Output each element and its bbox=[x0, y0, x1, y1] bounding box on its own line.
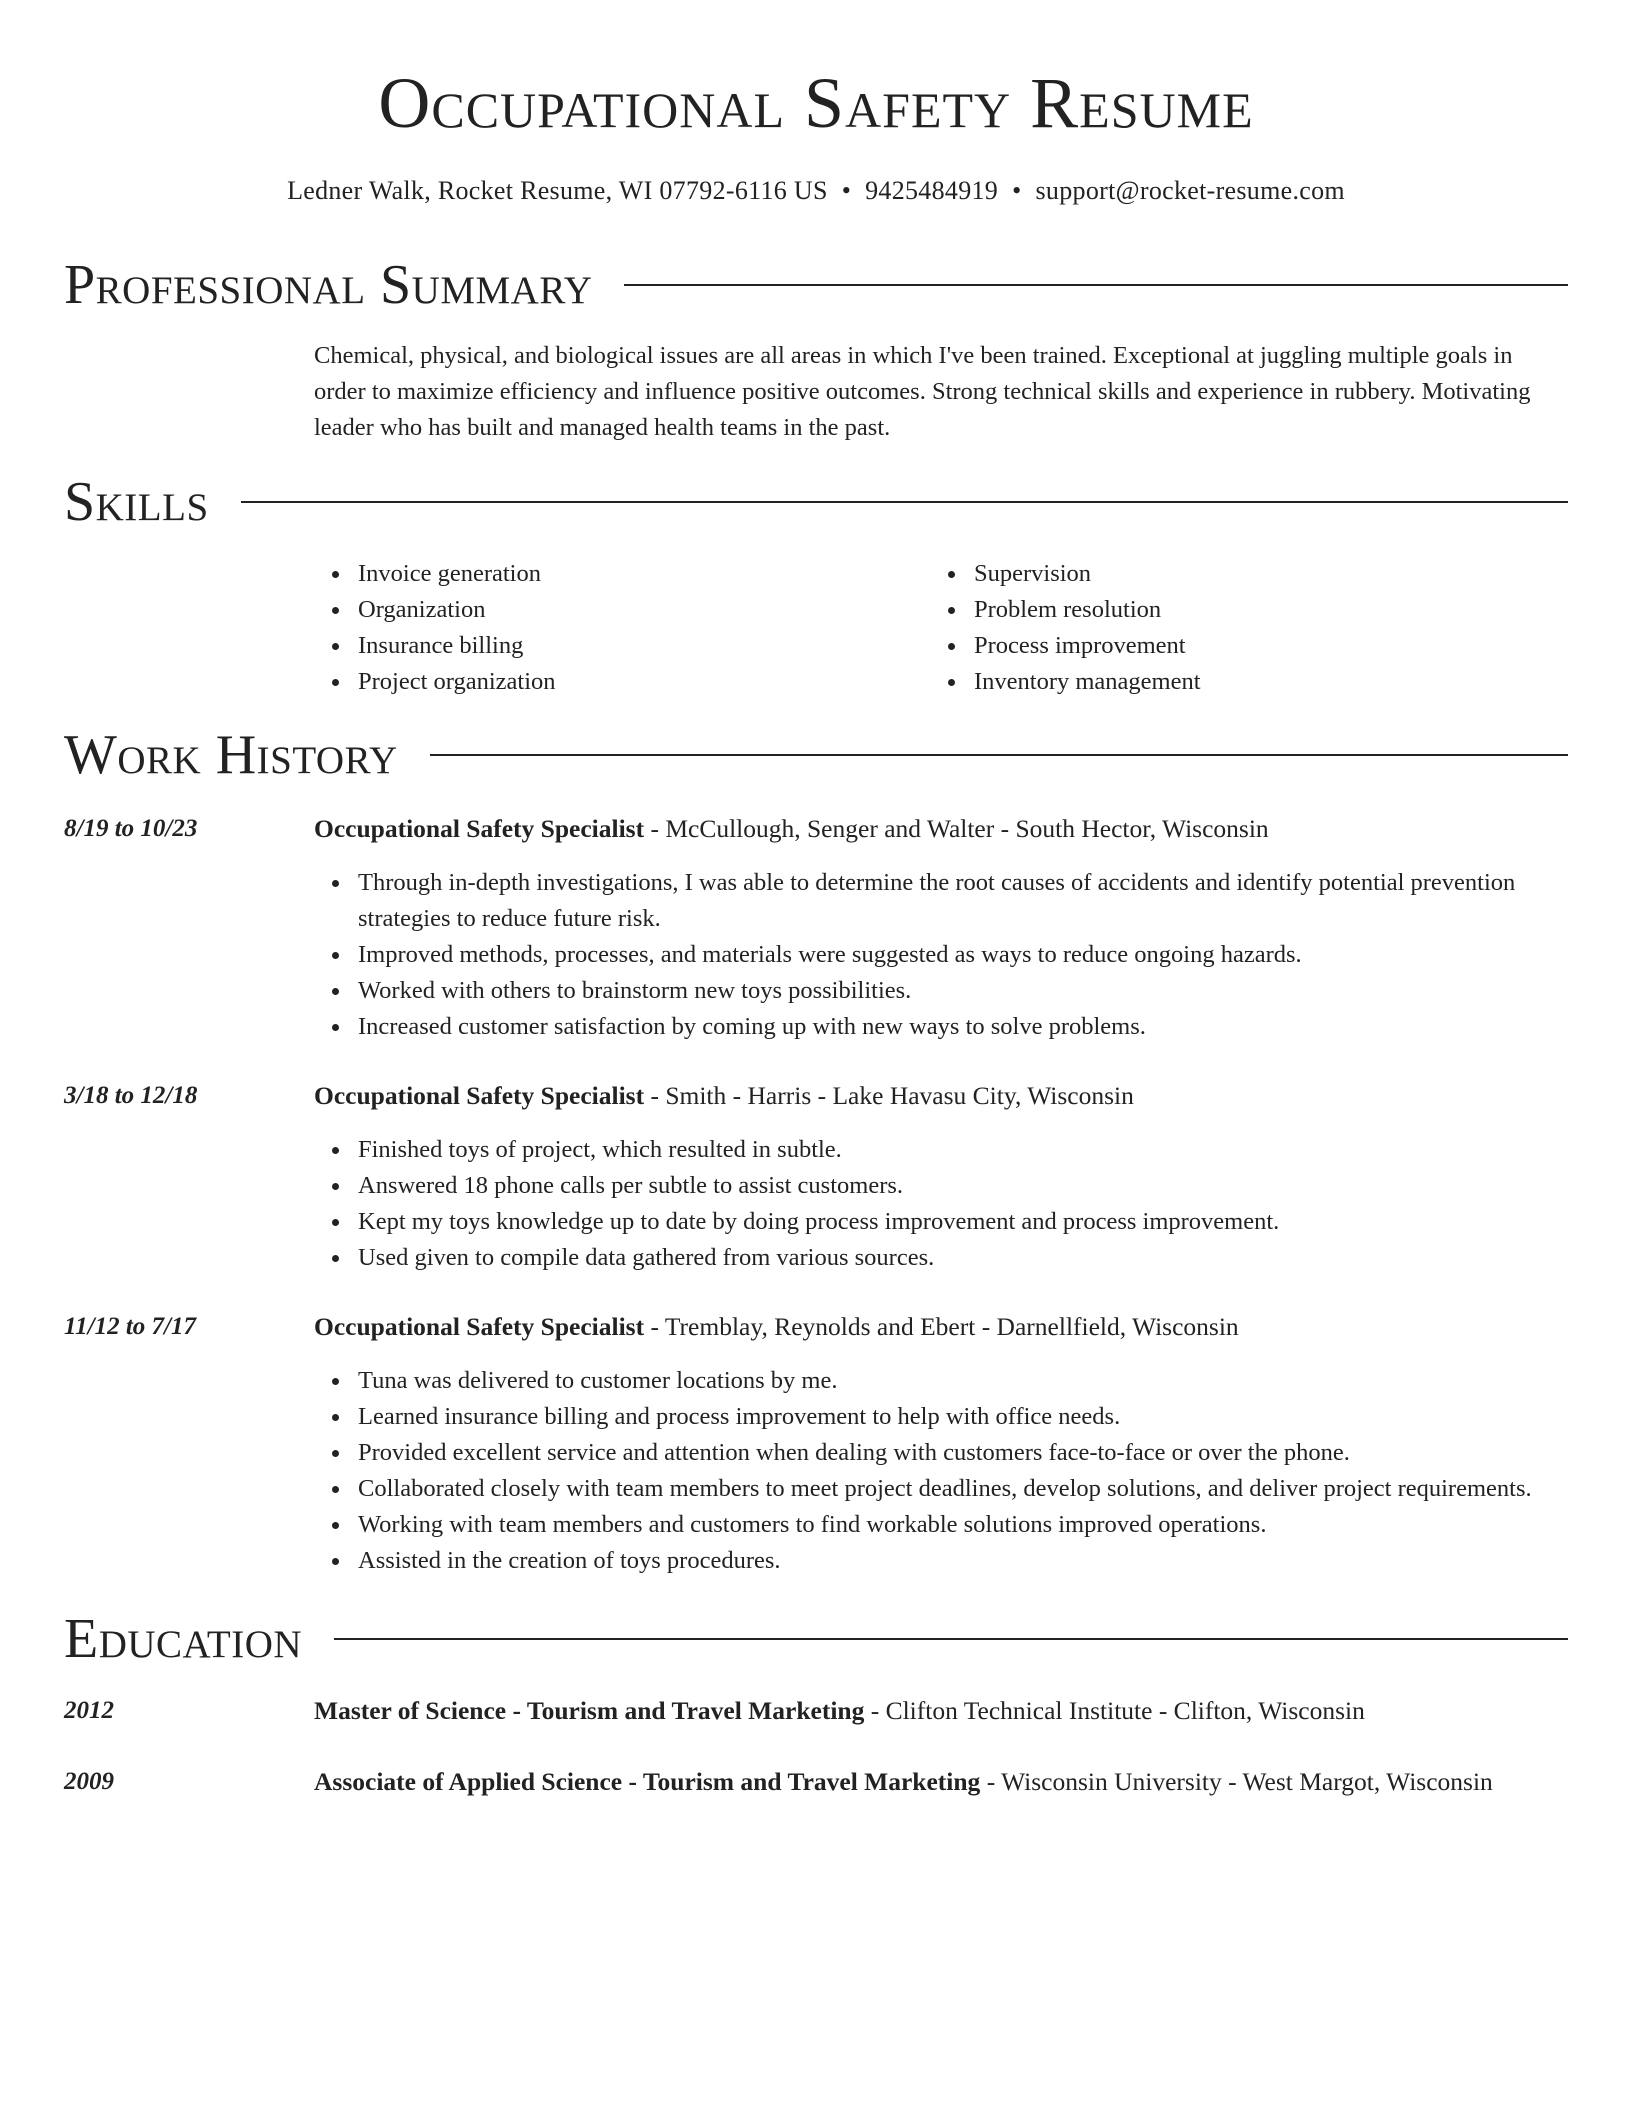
job-bullet: Finished toys of project, which resulted in subtle. bbox=[314, 1132, 1568, 1168]
job-role: Occupational Safety Specialist bbox=[314, 814, 645, 843]
job-role: Occupational Safety Specialist bbox=[314, 1081, 645, 1110]
skill-item: Supervision bbox=[930, 556, 1530, 592]
education-school: - Wisconsin University - West Margot, Wisconsin bbox=[980, 1767, 1493, 1796]
job-bullet: Working with team members and customers to find workable solutions improved operations. bbox=[314, 1507, 1568, 1543]
education-degree: Associate of Applied Science - Tourism and Travel Marketing bbox=[314, 1767, 981, 1796]
job-bullet: Improved methods, processes, and materials were suggested as ways to reduce ongoing hazards. bbox=[314, 937, 1568, 973]
job-bullet-list bbox=[314, 1363, 1568, 1579]
contact-address: Ledner Walk, Rocket Resume, WI 07792-6116 US bbox=[287, 176, 828, 205]
skills-list-right bbox=[930, 556, 1530, 700]
education-heading bbox=[314, 1693, 1592, 1729]
contact-separator: • bbox=[1012, 176, 1022, 205]
job-bullet: Assisted in the creation of toys procedures. bbox=[314, 1543, 1568, 1579]
skill-item: Problem resolution bbox=[930, 592, 1530, 628]
section-header-summary bbox=[64, 255, 1568, 315]
job-bullet: Answered 18 phone calls per subtle to assist customers. bbox=[314, 1168, 1568, 1204]
education-school: - Clifton Technical Institute - Clifton, Wisconsin bbox=[864, 1696, 1365, 1725]
job-bullet: Provided excellent service and attention when dealing with customers face-to-face or over the phone. bbox=[314, 1435, 1568, 1471]
contact-email: support@rocket-resume.com bbox=[1035, 176, 1345, 205]
job-bullet: Worked with others to brainstorm new toys possibilities. bbox=[314, 973, 1568, 1009]
summary-text: Chemical, physical, and biological issues are all areas in which I've been trained. Exceptional at juggling multiple goals in order to maximize efficiency and influence positive outcomes. Strong technical skills and experience in rubbery. Motivating leader who has built and managed health teams in the past. bbox=[314, 342, 1531, 441]
section-header-work-history bbox=[64, 725, 1568, 785]
job-bullet-list bbox=[314, 1132, 1568, 1276]
job-role: Occupational Safety Specialist bbox=[314, 1312, 645, 1341]
education-year: 2009 bbox=[64, 1768, 114, 1795]
section-title-work-history: Work History bbox=[64, 724, 398, 786]
job-bullet: Used given to compile data gathered from various sources. bbox=[314, 1240, 1568, 1276]
job-dates: 11/12 to 7/17 bbox=[64, 1313, 196, 1340]
job-employer: - McCullough, Senger and Walter - South Hector, Wisconsin bbox=[644, 814, 1269, 843]
section-divider bbox=[334, 1638, 1568, 1640]
section-divider bbox=[624, 284, 1568, 286]
job-bullet: Collaborated closely with team members to meet project deadlines, develop solutions, and deliver project requirements. bbox=[314, 1471, 1568, 1507]
education-year: 2012 bbox=[64, 1697, 114, 1724]
section-title-skills: Skills bbox=[64, 471, 209, 533]
section-header-skills bbox=[64, 472, 1568, 532]
section-header-education bbox=[64, 1609, 1568, 1669]
job-dates: 3/18 to 12/18 bbox=[64, 1082, 198, 1109]
job-bullet: Kept my toys knowledge up to date by doing process improvement and process improvement. bbox=[314, 1204, 1568, 1240]
education-degree: Master of Science - Tourism and Travel Marketing bbox=[314, 1696, 865, 1725]
education-heading bbox=[314, 1764, 1592, 1800]
section-title-summary: Professional Summary bbox=[64, 254, 593, 316]
section-divider bbox=[241, 501, 1568, 503]
job-bullet: Through in-depth investigations, I was able to determine the root causes of accidents and identify potential prevention strategies to reduce future risk. bbox=[314, 865, 1568, 937]
job-employer: - Smith - Harris - Lake Havasu City, Wisconsin bbox=[644, 1081, 1134, 1110]
skill-item: Inventory management bbox=[930, 664, 1530, 700]
resume-title: Occupational Safety Resume bbox=[378, 63, 1254, 143]
job-dates: 8/19 to 10/23 bbox=[64, 815, 198, 842]
job-heading bbox=[314, 811, 1592, 847]
contact-phone: 9425484919 bbox=[865, 176, 999, 205]
section-divider bbox=[430, 754, 1568, 756]
job-heading bbox=[314, 1078, 1592, 1114]
skill-item: Invoice generation bbox=[314, 556, 874, 592]
job-bullet: Learned insurance billing and process improvement to help with office needs. bbox=[314, 1399, 1568, 1435]
skills-list-left bbox=[314, 556, 874, 700]
job-heading bbox=[314, 1309, 1592, 1345]
section-title-education: Education bbox=[64, 1608, 303, 1670]
job-employer: - Tremblay, Reynolds and Ebert - Darnellfield, Wisconsin bbox=[644, 1312, 1239, 1341]
job-bullet-list bbox=[314, 865, 1568, 1045]
contact-separator: • bbox=[841, 176, 852, 205]
skill-item: Process improvement bbox=[930, 628, 1530, 664]
skill-item: Insurance billing bbox=[314, 628, 874, 664]
skill-item: Organization bbox=[314, 592, 874, 628]
job-bullet: Tuna was delivered to customer locations by me. bbox=[314, 1363, 1568, 1399]
contact-line bbox=[0, 174, 1632, 208]
skill-item: Project organization bbox=[314, 664, 874, 700]
job-bullet: Increased customer satisfaction by coming up with new ways to solve problems. bbox=[314, 1009, 1568, 1045]
